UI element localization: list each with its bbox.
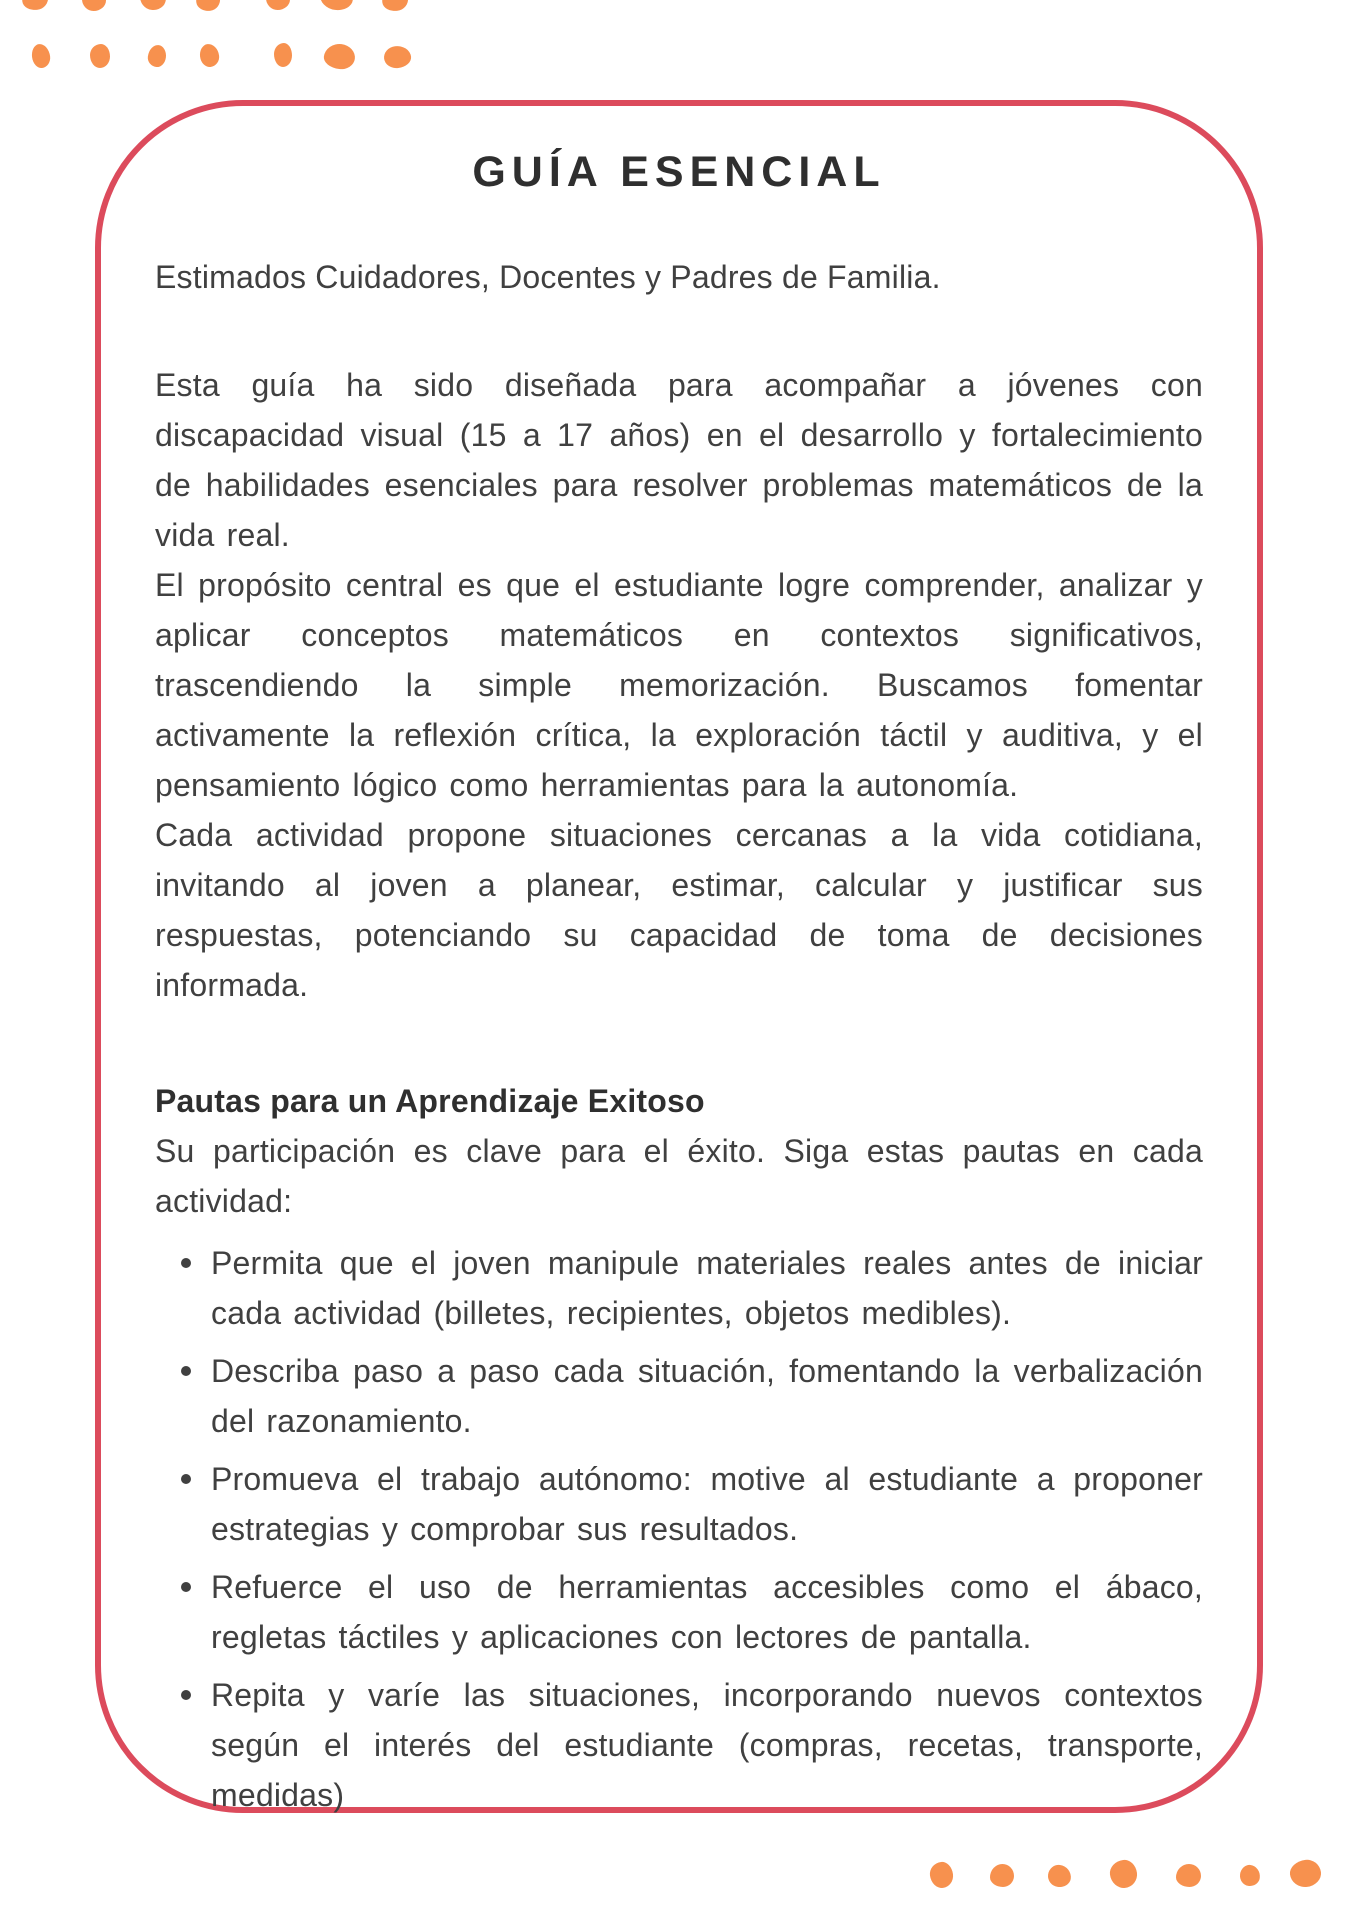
decorative-dot [199, 43, 221, 68]
bullet-text: Permita que el joven manipule materiales reales antes de iniciar cada actividad (billetes, recipientes, objetos medibles). [211, 1245, 1203, 1331]
decorative-dot [139, 0, 168, 11]
decorative-dot [82, 0, 106, 11]
bullet-text: Describa paso a paso cada situación, fomentando la verbalización del razonamiento. [211, 1353, 1203, 1439]
decorative-dot [1047, 1864, 1073, 1889]
decorative-dot [381, 0, 410, 12]
bullet-text: Refuerce el uso de herramientas accesibles como el ábaco, regletas táctiles y aplicaciones con lectores de pantalla. [211, 1569, 1203, 1655]
decorative-dot [319, 0, 355, 12]
list-item [155, 1454, 1203, 1554]
bullet-text: Repita y varíe las situaciones, incorporando nuevos contextos según el interés del estudiante (compras, recetas, transporte, medidas) [211, 1677, 1203, 1813]
bullet-icon [181, 1582, 191, 1592]
content-frame [95, 100, 1263, 1813]
section-intro: Su participación es clave para el éxito. Siga estas pautas en cada actividad: [155, 1133, 1203, 1219]
decorative-dot [195, 0, 222, 12]
page-title: GUÍA ESENCIAL [472, 148, 886, 196]
decorative-dot [90, 44, 110, 68]
bullet-icon [181, 1366, 191, 1376]
paragraph: Esta guía ha sido diseñada para acompañar a jóvenes con discapacidad visual (15 a 17 años) en el desarrollo y fortalecimiento de habilidades esenciales para resolver problemas matemáticos de la vida real. [155, 367, 1203, 553]
decorative-dot [274, 43, 292, 67]
bullet-icon [181, 1258, 191, 1268]
decorative-dot [990, 1864, 1014, 1887]
list-item [155, 1238, 1203, 1338]
bullet-list [155, 1238, 1203, 1820]
decorative-dot [1288, 1858, 1322, 1889]
decorative-dot [31, 43, 52, 69]
decorative-dot [147, 44, 168, 68]
list-item [155, 1346, 1203, 1446]
decorative-dot [383, 44, 412, 69]
paragraph: Cada actividad propone situaciones cercanas a la vida cotidiana, invitando al joven a planear, estimar, calcular y justificar sus respuestas, potenciando su capacidad de toma de decisiones informada. [155, 817, 1203, 1003]
decorative-dot [1108, 1858, 1138, 1889]
bullet-icon [181, 1474, 191, 1484]
decorative-dot [1239, 1864, 1261, 1887]
paragraph: El propósito central es que el estudiante logre comprender, analizar y aplicar conceptos matemáticos en contextos significativos, trascendiendo la simple memorización. Buscamos fomentar activamente la reflexión crítica, la exploración táctil y auditiva, y el pensamiento lógico como herramientas para la autonomía. [155, 567, 1203, 803]
decorative-dot [929, 1861, 955, 1890]
list-item [155, 1670, 1203, 1820]
decorative-dot [323, 42, 357, 71]
decorative-dot [1176, 1864, 1201, 1887]
greeting-text: Estimados Cuidadores, Docentes y Padres de Familia. [155, 259, 941, 295]
bullet-text: Promueva el trabajo autónomo: motive al estudiante a proponer estrategias y comprobar sus resultados. [211, 1461, 1203, 1547]
section-heading: Pautas para un Aprendizaje Exitoso [155, 1083, 705, 1119]
decorative-dot [21, 0, 50, 11]
bullet-icon [181, 1690, 191, 1700]
decorative-dot [266, 0, 290, 10]
list-item [155, 1562, 1203, 1662]
